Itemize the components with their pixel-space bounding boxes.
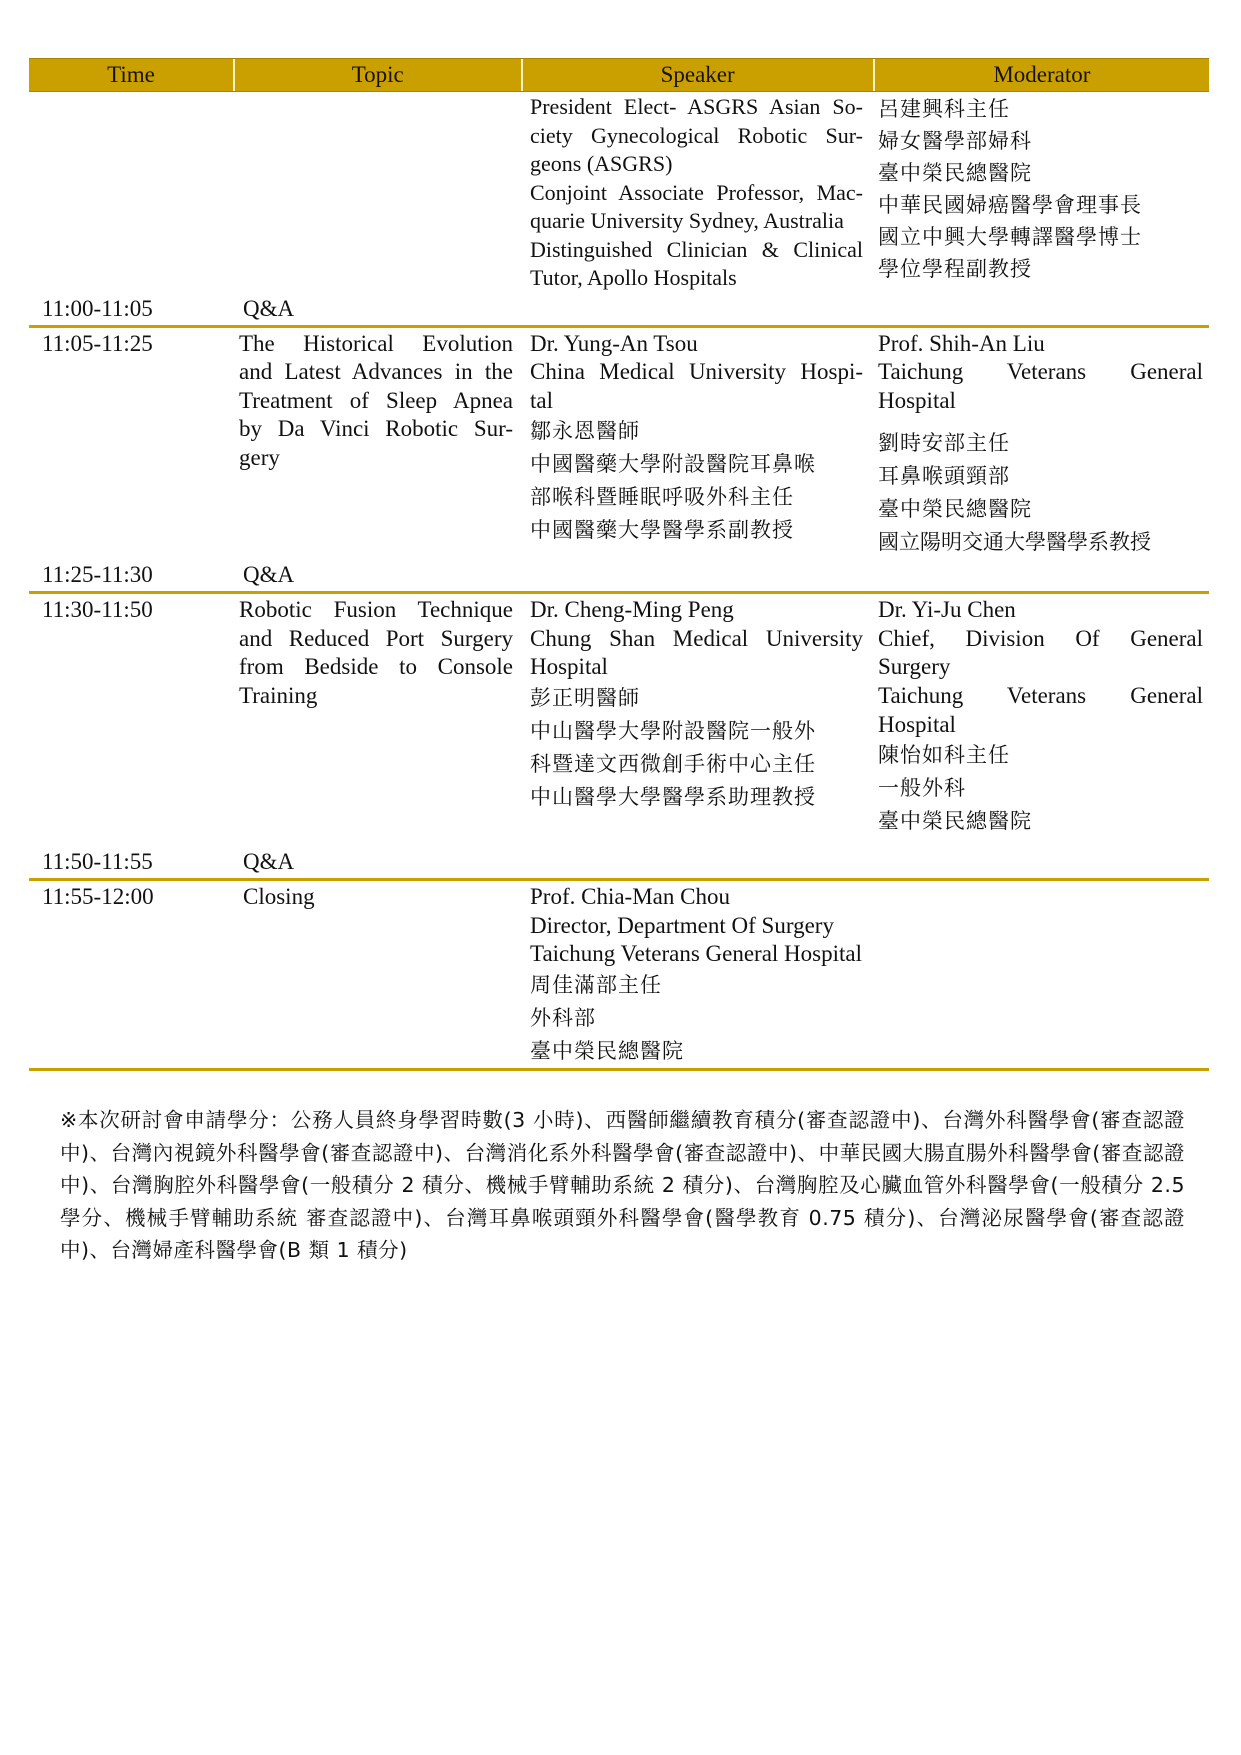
speaker-line: geons (ASGRS)	[530, 151, 673, 176]
topic-cell: Q&A	[243, 295, 295, 321]
speaker-name: Dr. Yung-An Tsou	[530, 330, 698, 356]
moderator-line: 婦女醫學部婦科	[878, 129, 1032, 153]
moderator-line: Hospital	[878, 711, 956, 737]
speaker-line: 中山醫學大學附設醫院一般外	[530, 719, 816, 744]
topic-cell	[234, 93, 521, 293]
moderator-name: Dr. Yi-Ju Chen	[878, 597, 1016, 623]
table-bottom-rule	[29, 1068, 1209, 1071]
speaker-cell	[521, 93, 873, 293]
speaker-line: 臺中榮民總醫院	[530, 1039, 684, 1064]
speaker-chinese	[530, 969, 1199, 1068]
credits-note: ※本次研討會申請學分：公務人員終身學習時數(3 小時)、西醫師繼續教育積分(審查認證中)、台灣外科醫學會(審查認證中)、台灣內視鏡外科醫學會(審查認證中)、台灣消化系外科醫學會(審查認證中)、中華民國大腸直腸外科醫學會(審查認證中)、台灣胸腔外科醫學會(一般積分 2 積分、機械手臂輔助系統 2 積分)、台灣胸腔及心臟血管外科醫學會(一般積分 2.5 學分、機械手臂輔助系統 審查認證中)、台灣耳鼻喉頭頸外科醫學會(醫學教育 0.75 積分)、台灣泌尿醫學會(審查認證中)、台灣婦產科醫學會(B 類 1 積分)	[60, 1108, 1185, 1262]
speaker-line: President Elect- ASGRS Asian So-	[530, 94, 863, 119]
moderator-line: 臺中榮民總醫院	[878, 809, 1032, 834]
header-time: Time	[29, 59, 235, 91]
topic-line: The Historical Evolution	[239, 330, 513, 356]
table-row	[29, 594, 1209, 838]
qa-row	[29, 846, 1209, 878]
table-row	[29, 881, 1209, 1068]
moderator-line: 劉時安部主任	[878, 431, 1010, 456]
moderator-line: 臺中榮民總醫院	[878, 161, 1032, 185]
topic-line: by Da Vinci Robotic Sur-	[239, 416, 513, 442]
time-cell	[29, 93, 234, 293]
speaker-line: 彭正明醫師	[530, 686, 640, 711]
time-cell: 11:25-11:30	[42, 562, 153, 588]
moderator-line: Chief, Division Of General	[878, 625, 1203, 651]
topic-cell: Q&A	[243, 562, 295, 588]
moderator-chinese	[878, 427, 1203, 559]
speaker-line: 中國醫藥大學附設醫院耳鼻喉	[530, 452, 816, 477]
speaker-line: tal	[530, 387, 553, 413]
table-row-continued	[29, 92, 1209, 293]
speaker-cell	[521, 330, 873, 560]
speaker-line: quarie University Sydney, Australia	[530, 208, 844, 233]
speaker-line: Taichung Veterans General Hospital	[530, 941, 862, 967]
program-table	[29, 58, 1209, 1071]
moderator-line: 臺中榮民總醫院	[878, 497, 1032, 522]
topic-cell: Closing	[243, 884, 315, 910]
topic-cell	[234, 330, 521, 560]
moderator-name: Prof. Shih-An Liu	[878, 330, 1045, 356]
moderator-line: 學位學程副教授	[878, 257, 1032, 281]
moderator-cell	[873, 596, 1209, 838]
speaker-name: Dr. Cheng-Ming Peng	[530, 597, 734, 623]
speaker-cell	[521, 596, 873, 838]
time-cell: 11:50-11:55	[42, 849, 153, 875]
moderator-line: 國立中興大學轉譯醫學博士	[878, 225, 1142, 249]
table-header	[29, 58, 1209, 92]
header-speaker: Speaker	[523, 59, 875, 91]
topic-line: and Latest Advances in the	[239, 359, 513, 385]
speaker-line: 部喉科暨睡眠呼吸外科主任	[530, 485, 794, 510]
speaker-chinese	[530, 682, 863, 814]
topic-line: from Bedside to Console	[239, 654, 513, 680]
speaker-line: Chung Shan Medical University	[530, 625, 863, 651]
speaker-cell	[521, 883, 1209, 1068]
speaker-line: 周佳滿部主任	[530, 973, 662, 998]
speaker-line: 鄒永恩醫師	[530, 419, 640, 444]
topic-line: Training	[239, 683, 318, 709]
moderator-line: Hospital	[878, 387, 956, 413]
speaker-line: 中國醫藥大學醫學系副教授	[530, 518, 794, 543]
moderator-line: Taichung Veterans General	[878, 683, 1203, 709]
header-moderator: Moderator	[993, 62, 1091, 87]
time-cell: 11:00-11:05	[42, 295, 153, 321]
moderator-line: 中華民國婦癌醫學會理事長	[878, 193, 1142, 217]
moderator-line: Surgery	[878, 654, 951, 680]
moderator-line: Taichung Veterans General	[878, 359, 1203, 385]
topic-line: and Reduced Port Surgery	[239, 625, 513, 651]
moderator-cell	[873, 93, 1209, 293]
topic-cell	[234, 596, 521, 838]
speaker-line: 科暨達文西微創手術中心主任	[530, 752, 816, 777]
topic-line: Treatment of Sleep Apnea	[239, 387, 513, 413]
moderator-line: 國立陽明交通大學醫學系教授	[878, 530, 1151, 555]
qa-row	[29, 293, 1209, 325]
moderator-chinese	[878, 739, 1203, 838]
time-cell: 11:55-12:00	[42, 884, 154, 910]
speaker-line: ciety Gynecological Robotic Sur-	[530, 122, 863, 148]
moderator-cell	[873, 330, 1209, 560]
speaker-line: 中山醫學大學醫學系助理教授	[530, 785, 816, 810]
speaker-line: 外科部	[530, 1006, 596, 1031]
table-row	[29, 328, 1209, 560]
speaker-line: Tutor, Apollo Hospitals	[530, 265, 737, 290]
speaker-chinese	[530, 415, 863, 547]
time-cell: 11:30-11:50	[42, 597, 153, 623]
moderator-line: 一般外科	[878, 776, 966, 801]
header-topic: Topic	[235, 59, 523, 91]
topic-line: Robotic Fusion Technique	[239, 597, 513, 623]
topic-cell: Q&A	[243, 849, 295, 875]
moderator-line: 耳鼻喉頭頸部	[878, 464, 1010, 489]
moderator-line: 呂建興科主任	[878, 97, 1010, 121]
speaker-name: Prof. Chia-Man Chou	[530, 884, 730, 910]
speaker-line: Distinguished Clinician & Clinical	[530, 236, 863, 262]
speaker-line: China Medical University Hospi-	[530, 359, 863, 385]
moderator-line: 陳怡如科主任	[878, 743, 1010, 768]
speaker-line: Conjoint Associate Professor, Mac-	[530, 179, 863, 205]
time-cell: 11:05-11:25	[42, 330, 153, 356]
speaker-line: Hospital	[530, 654, 608, 680]
speaker-line: Director, Department Of Surgery	[530, 912, 834, 938]
topic-line: gery	[239, 444, 280, 470]
qa-row	[29, 559, 1209, 591]
